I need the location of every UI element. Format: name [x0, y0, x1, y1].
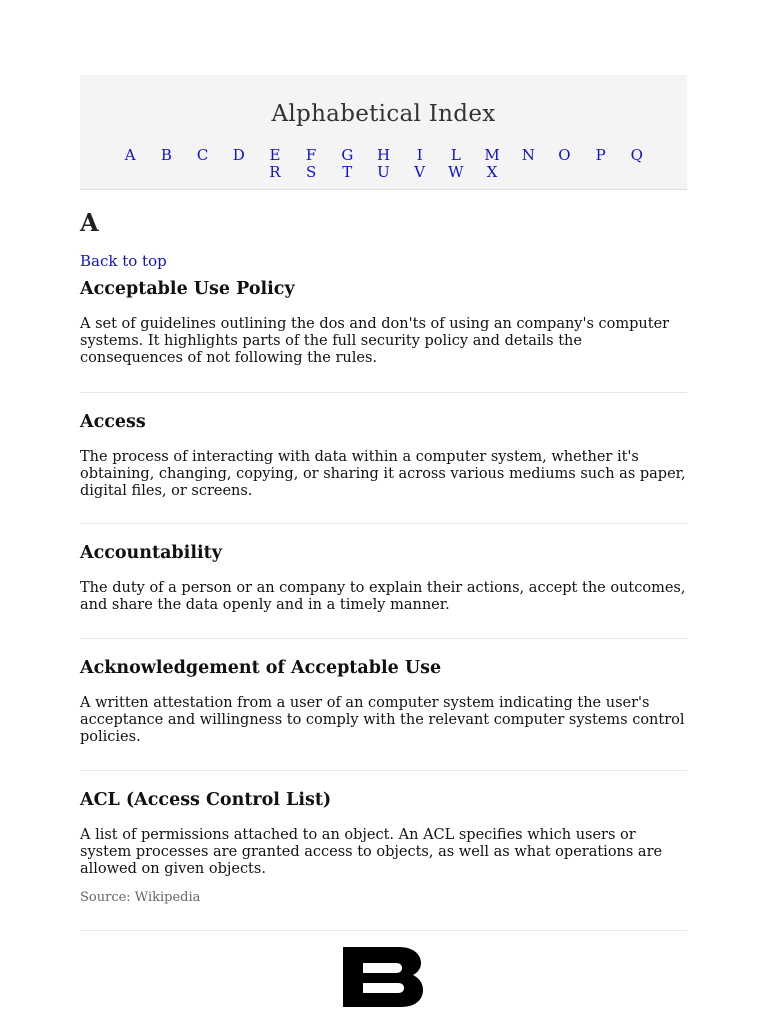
entry-divider: [80, 770, 687, 771]
brand-b-logo-icon: [343, 947, 423, 1007]
entry-term: Accountability: [80, 543, 222, 563]
entry-term: ACL (Access Control List): [80, 790, 332, 810]
letter-link-o[interactable]: O: [558, 146, 571, 164]
entry-source: Source: Wikipedia: [80, 890, 201, 905]
letter-link-p[interactable]: P: [595, 146, 606, 164]
letter-link-t[interactable]: T: [342, 163, 353, 181]
letter-link-n[interactable]: N: [521, 146, 535, 164]
letter-link-e[interactable]: E: [269, 146, 281, 164]
letter-link-f[interactable]: F: [305, 146, 317, 164]
letter-link-d[interactable]: D: [232, 146, 245, 164]
letter-link-w[interactable]: W: [448, 163, 464, 181]
letter-link-c[interactable]: C: [196, 146, 209, 164]
entry-definition: A list of permissions attached to an object. An ACL specifies which users or system processes are granted access to objects, as well as what operations are allowed on given objects.: [80, 827, 663, 877]
letter-link-g[interactable]: G: [341, 146, 354, 164]
glossary-entry: [80, 657, 687, 746]
letter-link-m[interactable]: M: [484, 146, 500, 164]
letter-link-i[interactable]: I: [416, 146, 423, 164]
letter-link-b[interactable]: B: [160, 146, 172, 164]
section-heading-letter: A: [80, 208, 99, 237]
entry-divider: [80, 638, 687, 639]
entry-definition: A written attestation from a user of an computer system indicating the user's acceptance and willingness to comply with the relevant computer systems control policies.: [80, 695, 685, 745]
letter-link-v[interactable]: V: [414, 163, 426, 181]
glossary-entry: [80, 278, 687, 367]
letter-nav: [80, 147, 687, 181]
letter-link-h[interactable]: H: [376, 146, 391, 164]
back-to-top-link[interactable]: Back to top: [80, 252, 167, 270]
entry-term: Acceptable Use Policy: [80, 279, 295, 299]
letter-link-s[interactable]: S: [305, 163, 317, 181]
index-title: Alphabetical Index: [271, 101, 496, 127]
entry-definition: The duty of a person or an company to explain their actions, accept the outcomes, and share the data openly and in a timely manner.: [80, 580, 686, 613]
letter-link-u[interactable]: U: [377, 163, 390, 181]
glossary-entry: [80, 789, 687, 905]
entry-divider: [80, 523, 687, 524]
letter-link-q[interactable]: Q: [630, 146, 643, 164]
alphabetical-index: [80, 75, 687, 190]
entry-definition: A set of guidelines outlining the dos and don'ts of using an company's computer systems. It highlights parts of the full security policy and details the consequences of not following the rules.: [80, 316, 670, 366]
entry-definition: The process of interacting with data within a computer system, whether it's obtaining, changing, copying, or sharing it across various mediums such as paper, digital files, or screens.: [80, 449, 686, 499]
entry-divider: [80, 930, 687, 931]
entry-term: Access: [80, 412, 146, 432]
letter-link-a[interactable]: A: [124, 146, 136, 164]
letter-link-x[interactable]: X: [486, 163, 498, 181]
entry-divider: [80, 392, 687, 393]
glossary-entry: [80, 411, 687, 500]
glossary-entry: [80, 542, 687, 614]
letter-link-r[interactable]: R: [269, 163, 281, 181]
entry-term: Acknowledgement of Acceptable Use: [80, 658, 442, 678]
letter-link-l[interactable]: L: [450, 146, 461, 164]
